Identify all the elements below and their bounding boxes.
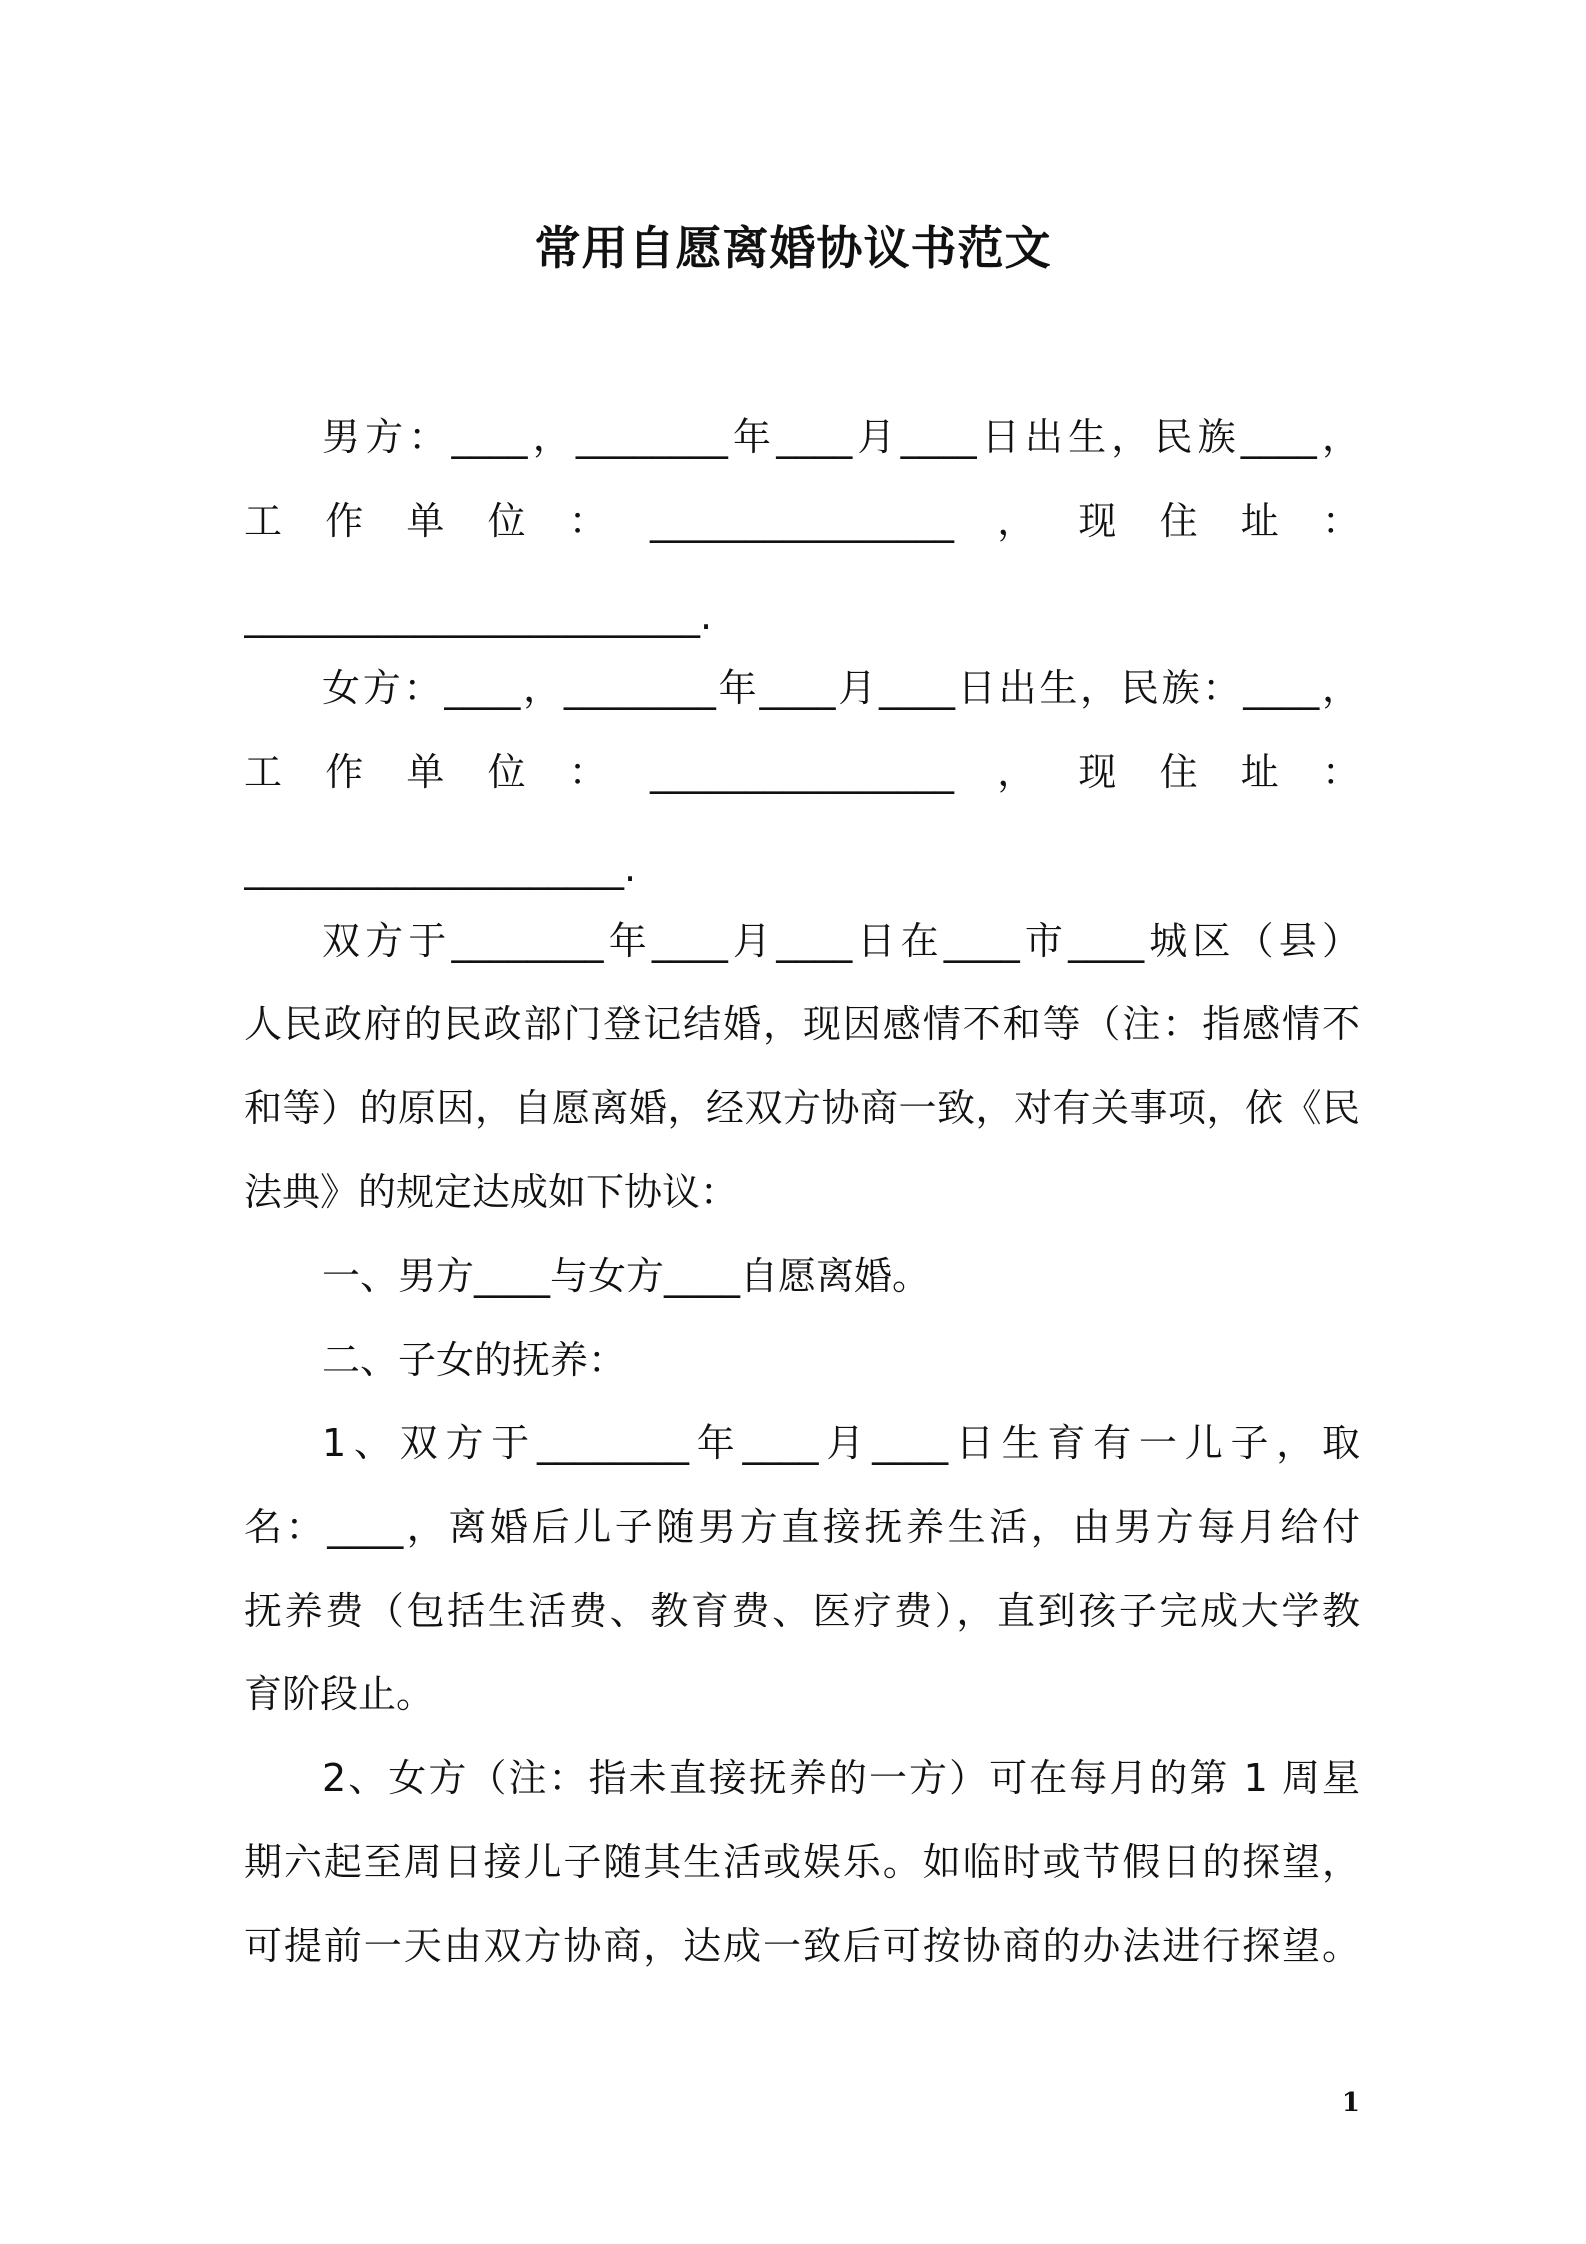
paragraph-line: 育阶段止。 xyxy=(244,1672,435,1716)
paragraph-line: 可提前一天由双方协商，达成一致后可按协商的办法进行探望。 xyxy=(244,1924,1360,1968)
female-address-blank-line: ____________________. xyxy=(244,846,637,890)
paragraph-line: 和等）的原因，自愿离婚，经双方协商一致，对有关事项，依《民 xyxy=(244,1086,1360,1130)
page-number: 1 xyxy=(1341,2088,1360,2118)
paragraph-line: 名：____，离婚后儿子随男方直接抚养生活，由男方每月给付 xyxy=(244,1505,1360,1549)
male-work-address-line: 工作单位：________________，现住址： xyxy=(244,499,1360,543)
paragraph-line: 双方于________年____月____日在____市____城区（县） xyxy=(322,919,1360,963)
clause-two-heading: 二、子女的抚养： xyxy=(322,1338,627,1382)
paragraph-line: 抚养费（包括生活费、教育费、医疗费），直到孩子完成大学教 xyxy=(244,1589,1360,1633)
paragraph-line: 2、女方（注：指未直接抚养的一方）可在每月的第 1 周星 xyxy=(322,1756,1360,1800)
clause-one: 一、男方____与女方____自愿离婚。 xyxy=(322,1254,931,1298)
paragraph-line: 1、双方于________年____月____日生育有一儿子，取 xyxy=(322,1421,1360,1465)
male-address-blank-line: ________________________. xyxy=(244,594,713,638)
female-work-address-line: 工作单位：________________，现住址： xyxy=(244,750,1360,794)
document-title: 常用自愿离婚协议书范文 xyxy=(534,221,1052,275)
female-party-line: 女方：____，________年____月____日出生，民族：____， xyxy=(322,666,1360,710)
paragraph-line: 法典》的规定达成如下协议： xyxy=(244,1170,739,1214)
paragraph-line: 人民政府的民政部门登记结婚，现因感情不和等（注：指感情不 xyxy=(244,1002,1360,1046)
paragraph-line: 期六起至周日接儿子随其生活或娱乐。如临时或节假日的探望， xyxy=(244,1840,1360,1884)
male-party-line: 男方：____，________年____月____日出生，民族____， xyxy=(322,415,1360,459)
